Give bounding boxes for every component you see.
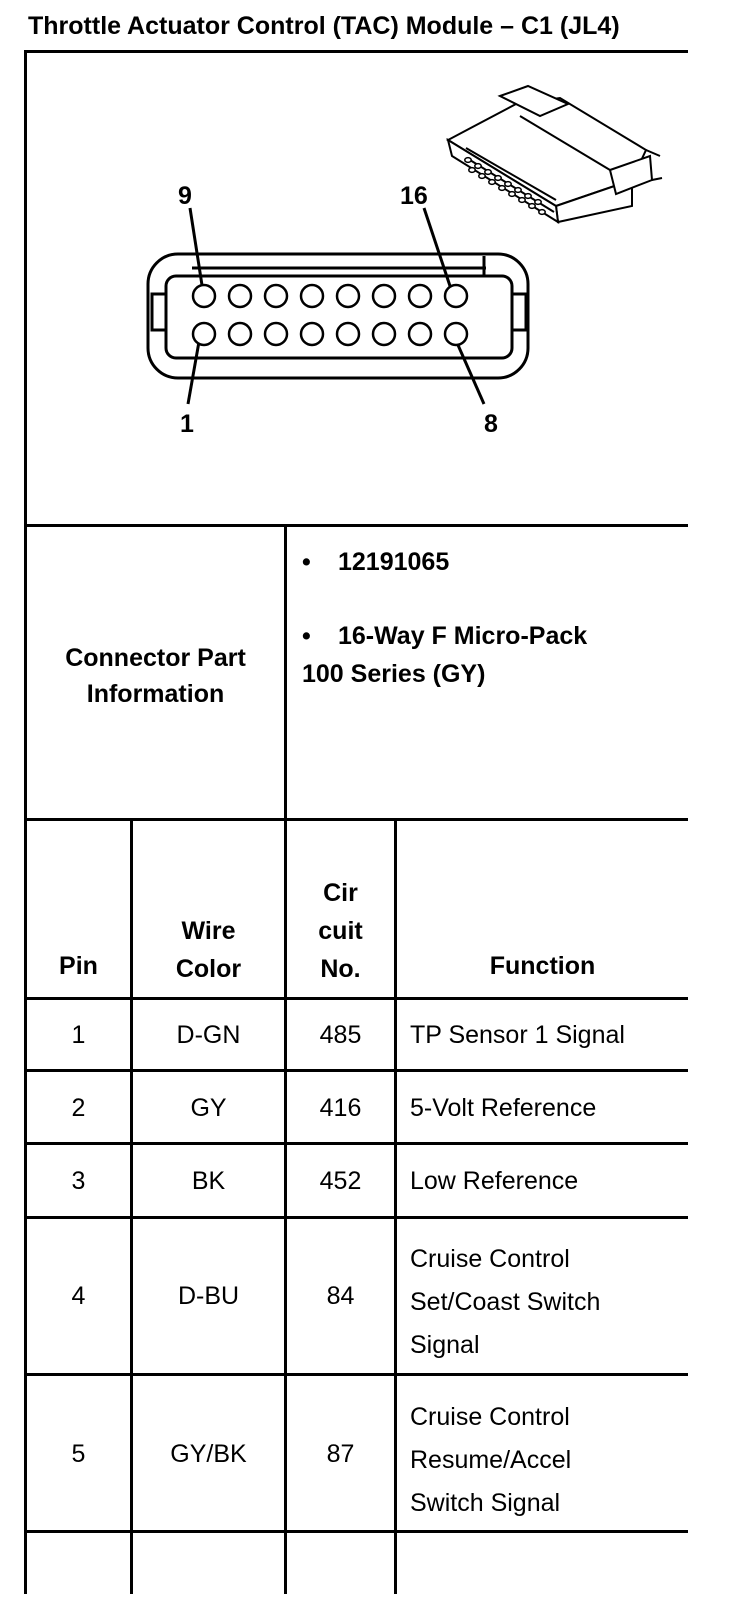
row-2-pin: 2 [71, 1094, 86, 1122]
illustration-hole [495, 176, 501, 181]
row-1-circuit: 485 [319, 1021, 362, 1049]
pin-cavity-top-2 [229, 285, 251, 307]
header-function: Function [489, 952, 596, 980]
pin-cavity-bottom-8 [445, 323, 467, 345]
divider-row-1 [24, 1069, 688, 1072]
leader-line-pin-16 [424, 208, 452, 292]
illustration-hole [475, 164, 481, 169]
row-4-circuit: 84 [326, 1282, 355, 1310]
part-number-bullet: • [302, 548, 311, 576]
connector-illustration [448, 86, 662, 222]
divider-header [24, 997, 688, 1000]
divider-row-4 [24, 1373, 688, 1376]
leader-line-pin-1 [188, 336, 200, 404]
row-5-function-line1: Cruise Control [410, 1403, 570, 1431]
pin-cavity-bottom-2 [229, 323, 251, 345]
connector-diagram [0, 0, 752, 540]
row-1-function: TP Sensor 1 Signal [410, 1021, 625, 1049]
pin-cavity-bottom-4 [301, 323, 323, 345]
illustration-hole [529, 204, 535, 209]
pin-cavity-top-6 [373, 285, 395, 307]
description-bullet: • [302, 622, 311, 650]
connector-info-label-line1: Connector Part [65, 644, 246, 672]
header-circuit-line3: No. [320, 955, 361, 983]
illustration-hole [485, 170, 491, 175]
illustration-hole [509, 192, 515, 197]
illustration-hole [465, 158, 471, 163]
leader-line-pin-8 [454, 336, 484, 404]
row-4-pin: 4 [71, 1282, 86, 1310]
row-5-function-line2: Resume/Accel [410, 1446, 572, 1474]
illustration-hole [525, 194, 531, 199]
pin-cavity-top-3 [265, 285, 287, 307]
row-5-wire-color: GY/BK [170, 1440, 247, 1468]
row-3-function: Low Reference [410, 1167, 579, 1195]
pin-cavity-bottom-6 [373, 323, 395, 345]
page-title: Throttle Actuator Control (TAC) Module – C1 (JL4) [28, 12, 620, 40]
pin-label-1: 1 [180, 410, 194, 438]
row-4-function-line3: Signal [410, 1331, 480, 1359]
pin-cavity-bottom-1 [193, 323, 215, 345]
illustration-hole [515, 188, 521, 193]
right-latch [512, 294, 526, 330]
divider-row-3 [24, 1216, 688, 1219]
connector-description-line1: 16-Way F Micro-Pack [338, 622, 588, 650]
pin-cavity-bottom-3 [265, 323, 287, 345]
header-pin: Pin [59, 952, 98, 980]
illustration-hole [489, 180, 495, 185]
divider-row-2 [24, 1142, 688, 1145]
part-number: 12191065 [338, 548, 450, 576]
pin-label-8: 8 [484, 410, 498, 438]
illustration-hole [539, 210, 545, 215]
pin-label-16: 16 [400, 182, 428, 210]
row-2-circuit: 416 [319, 1094, 362, 1122]
row-3-wire-color: BK [191, 1167, 226, 1195]
connector-description-line2: 100 Series (GY) [302, 660, 486, 688]
pin-cavity-top-7 [409, 285, 431, 307]
row-4-wire-color: D-BU [177, 1282, 240, 1310]
row-1-wire-color: D-GN [176, 1021, 241, 1049]
divider-connector-info-bottom [24, 818, 688, 821]
pin-cavity-top-5 [337, 285, 359, 307]
row-5-pin: 5 [71, 1440, 86, 1468]
divider-diagram [24, 524, 688, 527]
connector-info-label [27, 640, 284, 712]
pin-cavity-top-8 [445, 285, 467, 307]
illustration-hole [505, 182, 511, 187]
row-3-circuit: 452 [319, 1167, 362, 1195]
divider-connector-info [284, 524, 287, 1594]
row-3-pin: 3 [71, 1167, 86, 1195]
row-1-pin: 1 [71, 1021, 86, 1049]
header-circuit-no [287, 874, 394, 988]
illustration-hole [519, 198, 525, 203]
row-4-function [410, 1238, 600, 1367]
header-wire-color-line2: Color [175, 955, 242, 983]
row-5-function-line3: Switch Signal [410, 1489, 561, 1517]
pin-cavity-top-4 [301, 285, 323, 307]
row-2-wire-color: GY [190, 1094, 227, 1122]
pin-row-top [193, 285, 467, 307]
illustration-hole [479, 174, 485, 179]
header-circuit-line1: Cir [323, 879, 358, 907]
connector-info-label-line2: Information [86, 680, 225, 708]
divider-circuit-column [394, 818, 397, 1594]
row-5-circuit: 87 [326, 1440, 355, 1468]
header-wire-color-line1: Wire [181, 917, 236, 945]
pin-cavity-bottom-5 [337, 323, 359, 345]
left-latch [152, 294, 166, 330]
pin-label-9: 9 [178, 182, 192, 210]
divider-bottom [24, 1530, 688, 1533]
header-wire-color [133, 912, 284, 988]
header-circuit-line2: cuit [318, 917, 363, 945]
illustration-hole [469, 168, 475, 173]
pin-cavity-bottom-7 [409, 323, 431, 345]
pin-cavity-top-1 [193, 285, 215, 307]
pin-row-bottom [193, 323, 467, 345]
row-4-function-line2: Set/Coast Switch [410, 1288, 601, 1316]
row-4-function-line1: Cruise Control [410, 1245, 570, 1273]
row-2-function: 5-Volt Reference [410, 1094, 597, 1122]
illustration-hole [535, 200, 541, 205]
illustration-hole [499, 186, 505, 191]
row-5-function [410, 1396, 571, 1525]
